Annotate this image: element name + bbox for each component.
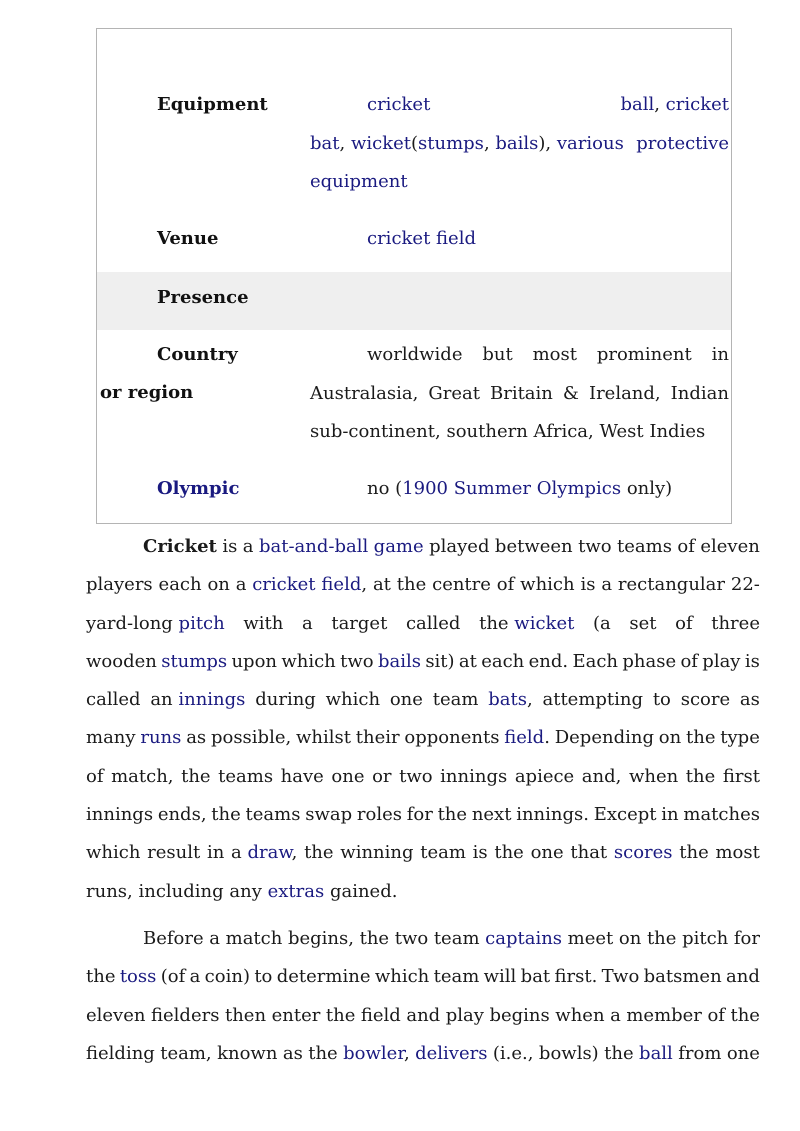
venue-value bbox=[310, 220, 729, 259]
cricket-field-body-link-part1[interactable]: cricket bbox=[252, 574, 316, 596]
cricket-term: Cricket bbox=[143, 536, 217, 557]
infobox bbox=[96, 28, 732, 524]
country-value: worldwide but most prominent in Australasia, Great Britain & Ireland, Indian sub-continent, southern Africa, West Indies bbox=[310, 344, 729, 442]
equipment-value: cricket ball, cricket bat, wicket(stumps, bails), various protective equipment bbox=[310, 86, 729, 202]
bowler-link[interactable]: bowler bbox=[343, 1042, 404, 1064]
1900-summer-olympics-link[interactable]: 1900 Summer Olympics bbox=[402, 478, 622, 499]
delivers-link[interactable]: delivers bbox=[415, 1042, 488, 1064]
bails-body-link[interactable]: bails bbox=[377, 650, 421, 672]
wicket-link[interactable]: wicket bbox=[350, 132, 411, 154]
olympic-label[interactable]: Olympic bbox=[157, 478, 240, 499]
infobox-row-equipment bbox=[97, 29, 731, 225]
venue-label: Venue bbox=[157, 228, 219, 249]
paragraph-intro: Cricket is a bat-and-ball game played between two teams of eleven players each on a cricket field, at the centre of which is a rectangular 22- yard-long pitch with a target called the wicket (a set of three wooden stumps upon which two bails sit) at each end. Each phase of play is called an innings during which one team bats, attempting to score as many runs as possible, whilst their opponents field. Depending on the type of match, the teams have one or two innings apiece and, when the first innings ends, the teams swap roles for the next innings. Except in matches which result in a draw, the winning team is the one that scores the most runs, including any extras gained. bbox=[86, 528, 760, 911]
runs-link[interactable]: runs bbox=[140, 727, 182, 749]
infobox-row-olympic bbox=[97, 460, 731, 524]
protective-equipment-link-part2[interactable]: equipment bbox=[310, 171, 408, 192]
cricket-field-body-link-part2[interactable]: field bbox=[321, 574, 362, 596]
extras-link[interactable]: extras bbox=[267, 880, 325, 902]
cricket-bat-link-part2[interactable]: bat bbox=[310, 132, 340, 154]
protective-equipment-link-part1[interactable]: protective bbox=[636, 132, 729, 154]
country-label-line2: or region bbox=[100, 382, 194, 403]
country-label-line1: Country bbox=[157, 344, 238, 365]
presence-label: Presence bbox=[157, 287, 249, 308]
equipment-label: Equipment bbox=[157, 94, 268, 115]
olympic-value-suffix: only) bbox=[621, 478, 673, 499]
paragraph-match-start: Before a match begins, the two team captains meet on the pitch for the toss (of a coin) to determine which team will bat first. Two batsmen and eleven fielders then enter the field and play begins when a member of the fielding team, known as the bowler, delivers (i.e., bowls) the ball from one bbox=[86, 920, 760, 1073]
stumps-link[interactable]: stumps bbox=[418, 132, 484, 154]
bat-and-ball-game-link-part1[interactable]: bat-and-ball bbox=[258, 536, 369, 557]
innings-link[interactable]: innings bbox=[178, 689, 246, 711]
draw-link[interactable]: draw bbox=[247, 842, 292, 864]
pitch-link[interactable]: pitch bbox=[178, 612, 225, 634]
infobox-row-country bbox=[97, 330, 731, 460]
infobox-row-venue bbox=[97, 225, 731, 271]
stumps-body-link[interactable]: stumps bbox=[161, 650, 228, 672]
cricket-ball-link-part2[interactable]: ball bbox=[620, 94, 655, 115]
bats-link[interactable]: bats bbox=[488, 689, 527, 711]
bails-link[interactable]: bails bbox=[495, 132, 539, 154]
captains-link[interactable]: captains bbox=[485, 928, 563, 949]
cricket-bat-link-part1[interactable]: cricket bbox=[665, 94, 729, 115]
wicket-body-link[interactable]: wicket bbox=[514, 612, 575, 634]
olympic-value bbox=[310, 470, 729, 509]
infobox-row-presence bbox=[97, 272, 731, 330]
cricket-field-link[interactable]: cricket field bbox=[367, 228, 476, 249]
cricket-ball-link-part1[interactable]: cricket bbox=[367, 94, 431, 115]
ball-link[interactable]: ball bbox=[639, 1042, 673, 1064]
field-link[interactable]: field bbox=[504, 727, 545, 749]
bat-and-ball-game-link-part2[interactable]: game bbox=[373, 536, 424, 557]
scores-link[interactable]: scores bbox=[613, 842, 673, 864]
various-link[interactable]: various bbox=[556, 132, 624, 154]
olympic-value-prefix: no ( bbox=[367, 478, 403, 499]
toss-link[interactable]: toss bbox=[119, 966, 157, 988]
